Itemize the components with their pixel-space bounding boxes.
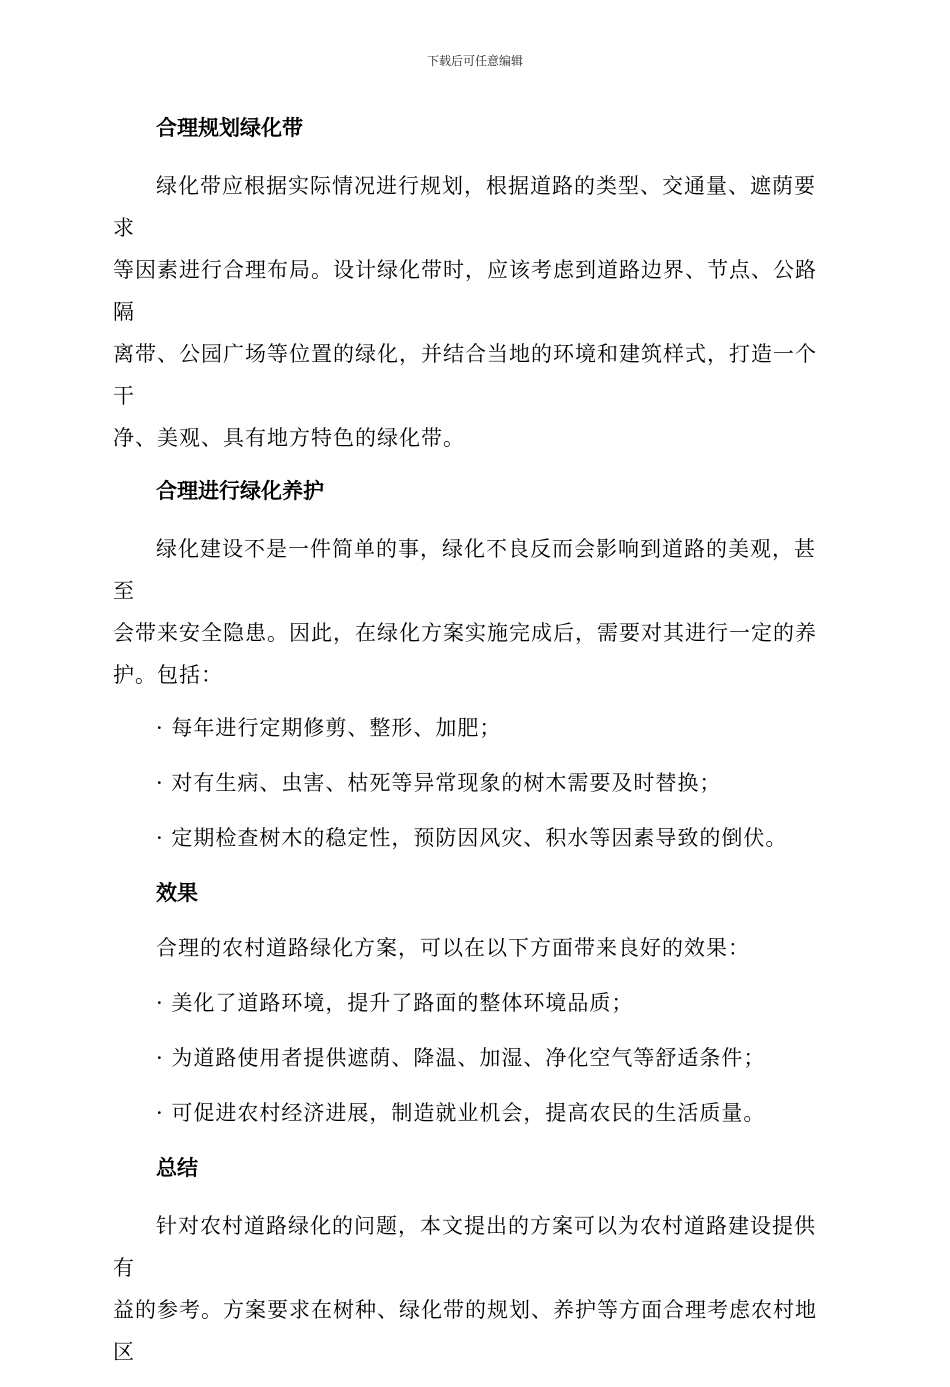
page-header: 下载后可任意编辑 (426, 54, 523, 68)
paragraph-green-maintenance (113, 528, 833, 696)
paragraph-line: 绿化带应根据实际情况进行规划，根据道路的类型、交通量、遮荫要求 (113, 174, 816, 240)
section-heading-green-belt-planning: 合理规划绿化带 (156, 116, 303, 140)
paragraph-green-belt-planning (113, 165, 833, 459)
section-heading-summary: 总结 (156, 1156, 198, 1180)
section-heading-effects: 效果 (156, 881, 198, 905)
list-item: · 每年进行定期修剪、整形、加肥； (156, 716, 502, 740)
list-item: · 可促进农村经济进展，制造就业机会，提高农民的生活质量。 (156, 1101, 766, 1125)
list-item: · 对有生病、虫害、枯死等异常现象的树木需要及时替换； (156, 771, 722, 795)
paragraph-line: 绿化建设不是一件简单的事，绿化不良反而会影响到道路的美观，甚至 (113, 537, 816, 603)
list-item: · 美化了道路环境，提升了路面的整体环境品质； (156, 991, 634, 1015)
paragraph-effects-intro: 合理的农村道路绿化方案，可以在以下方面带来良好的效果： (156, 936, 750, 960)
paragraph-line: 离带、公园广场等位置的绿化，并结合当地的环境和建筑样式，打造一个干 (113, 342, 817, 408)
paragraph-line: 针对农村道路绿化的问题，本文提出的方案可以为农村道路建设提供有 (113, 1214, 816, 1280)
paragraph-line: 护。包括： (113, 663, 223, 687)
list-item: · 为道路使用者提供遮荫、降温、加湿、净化空气等舒适条件； (156, 1046, 766, 1070)
paragraph-line: 益的参考。方案要求在树种、绿化带的规划、养护等方面合理考虑农村地区 (113, 1298, 817, 1364)
paragraph-line: 净、美观、具有地方特色的绿化带。 (113, 426, 465, 450)
list-item: · 定期检查树木的稳定性，预防因风灾、积水等因素导致的倒伏。 (156, 826, 788, 850)
document-body (113, 110, 833, 1387)
paragraph-line: 会带来安全隐患。因此，在绿化方案实施完成后，需要对其进行一定的养 (113, 621, 817, 645)
section-heading-green-maintenance: 合理进行绿化养护 (156, 479, 324, 503)
paragraph-line: 等因素进行合理布局。设计绿化带时，应该考虑到道路边界、节点、公路隔 (113, 258, 817, 324)
paragraph-summary (113, 1205, 833, 1373)
